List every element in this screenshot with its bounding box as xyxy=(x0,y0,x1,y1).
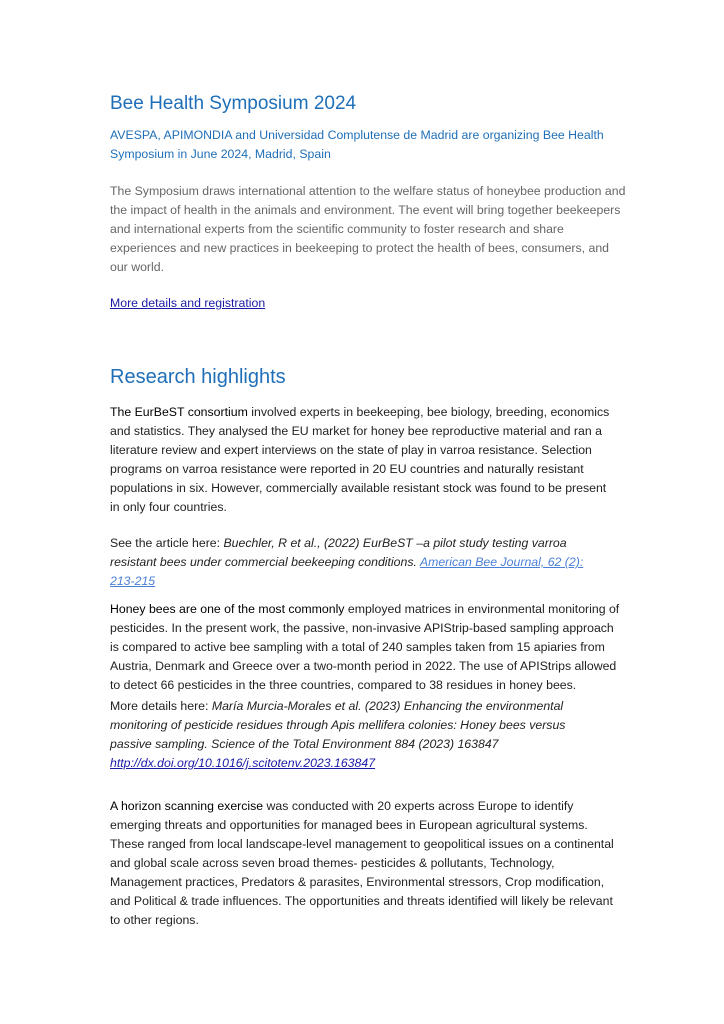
honeybees-text: employed matrices in environmental monitoring of pesticides. In the present work, the passive, non-invasive APIStrip-based sampling approach is compared to active bee sampling with a total of 240 samples taken from 15 apiaries from Austria, Denmark and Greece over a two-month period in 2022. The use of APIStrips allowed to detect 66 pesticides in the three countries, compared to 38 residues in honey bees. xyxy=(110,602,620,692)
eurbest-see-prefix: See the article here: xyxy=(110,536,224,550)
horizon-lead: A horizon scanning exercise xyxy=(110,799,264,813)
honeybees-citation-authors: María Murcia-Morales et al. (2023) xyxy=(211,699,401,713)
horizon-paragraph xyxy=(110,797,615,930)
journal-link[interactable]: American Bee Journal, 62 (2): 213-215 xyxy=(110,555,584,588)
eurbest-citation: Buechler, R et al., (2022) EurBeST –a pilot study testing varroa resistant bees under commercial beekeeping conditions. xyxy=(110,536,567,569)
symposium-title: Bee Health Symposium 2024 xyxy=(110,93,357,114)
symposium-description: The Symposium draws international attention to the welfare status of honeybee production and the impact of health in the animals and environment. The event will bring together beekeepers and international experts from the scientific community to foster research and share experiences and new practices in beekeeping to protect the health of bees, consumers, and our world. xyxy=(110,184,626,274)
registration-link-wrap xyxy=(110,294,630,312)
research-heading: Research highlights xyxy=(110,366,286,388)
eurbest-citation-paragraph xyxy=(110,534,610,591)
honeybees-paragraph xyxy=(110,600,625,695)
honeybees-more-prefix: More details here: xyxy=(110,699,212,713)
honeybees-citation-paragraph xyxy=(110,697,610,773)
honeybees-lead: Honey bees are one of the most commonly xyxy=(110,602,345,616)
eurbest-text: involved experts in beekeeping, bee biology, breeding, economics and statistics. They analysed the EU market for honey bee reproductive material and ran a literature review and expert interviews on the state of play in varroa resistance. Selection programs on varroa resistance were reported in 20 EU countries and naturally resistant populations in six. However, commercially available resistant stock was found to be present in only four countries. xyxy=(110,405,610,514)
doi-link[interactable]: http://dx.doi.org/10.1016/j.scitotenv.2023.163847 xyxy=(110,756,376,770)
eurbest-lead: The EurBeST consortium xyxy=(110,405,248,419)
symposium-subtitle: AVESPA, APIMONDIA and Universidad Complutense de Madrid are organizing Bee Health Symposium in June 2024, Madrid, Spain xyxy=(110,128,604,161)
eurbest-paragraph xyxy=(110,403,615,517)
horizon-text: was conducted with 20 experts across Europe to identify emerging threats and opportunities for managed bees in European agricultural systems. These ranged from local landscape-level management to geopolitical issues on a continental and global scale across seven broad themes- pesticides & pollutants, Technology, Management practices, Predators & parasites, Environmental stressors, Crop modification, and Political & trade influences. The opportunities and threats identified will likely be relevant to other regions. xyxy=(110,799,614,927)
registration-link[interactable]: More details and registration xyxy=(110,296,266,310)
honeybees-citation-title: Enhancing the environmental monitoring of pesticide residues through Apis mellifera colonies: Honey bees versus passive sampling. Science of the Total Environment 884 (2023) 163847 xyxy=(110,699,566,751)
